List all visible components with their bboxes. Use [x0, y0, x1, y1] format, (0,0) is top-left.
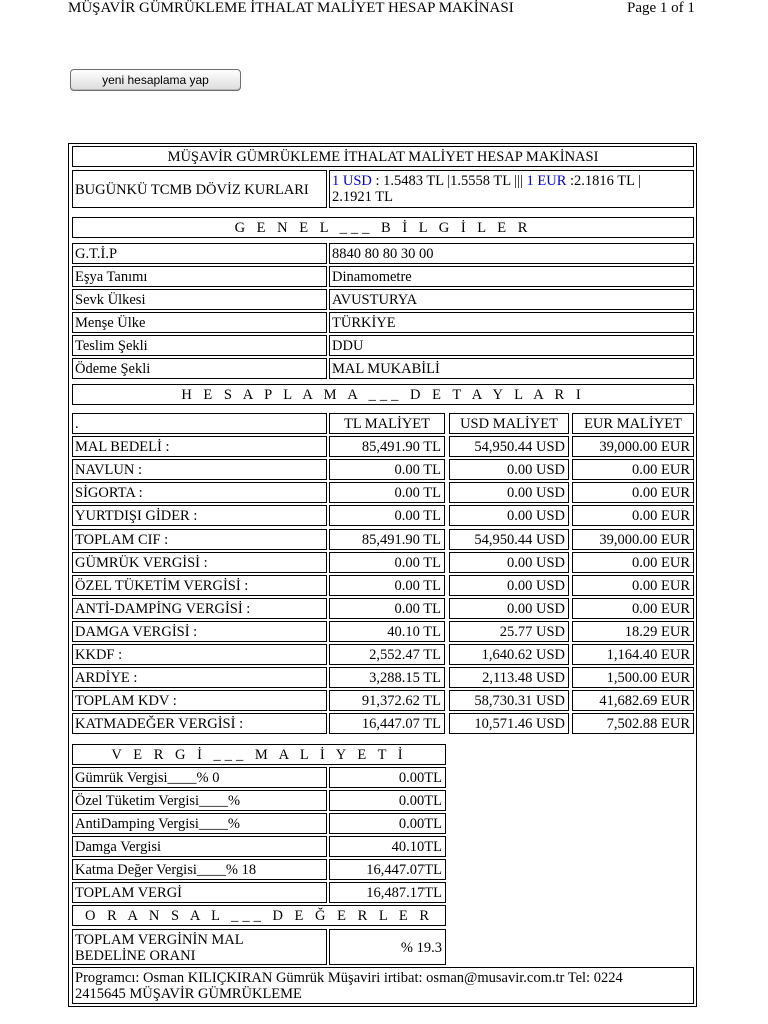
column-header: TL MALİYET	[329, 413, 445, 434]
tax-value: 16,487.17TL	[329, 882, 446, 903]
detail-eur-value: 41,682.69 EUR	[572, 690, 694, 711]
detail-usd-value: 2,113.48 USD	[449, 667, 569, 688]
ratio-label	[72, 929, 327, 965]
tax-cost-heading: V E R G İ ___ M A L İ Y E T İ	[72, 744, 446, 765]
general-label: Menşe Ülke	[72, 312, 327, 333]
detail-label: SİGORTA :	[72, 482, 327, 503]
detail-label: DAMGA VERGİSİ :	[72, 621, 327, 642]
detail-eur-value: 0.00 EUR	[572, 552, 694, 573]
detail-eur-value: 1,500.00 EUR	[572, 667, 694, 688]
column-header: USD MALİYET	[449, 413, 569, 434]
ratio-value: % 19.3	[329, 929, 446, 965]
detail-usd-value: 25.77 USD	[449, 621, 569, 642]
tax-label: Katma Değer Vergisi____% 18	[72, 859, 327, 880]
tax-value: 0.00TL	[329, 767, 446, 788]
detail-eur-value: 1,164.40 EUR	[572, 644, 694, 665]
detail-eur-value: 0.00 EUR	[572, 575, 694, 596]
detail-tl-value: 0.00 TL	[329, 575, 445, 596]
detail-eur-value: 7,502.88 EUR	[572, 713, 694, 734]
detail-usd-value: 0.00 USD	[449, 575, 569, 596]
detail-label: NAVLUN :	[72, 459, 327, 480]
detail-usd-value: 0.00 USD	[449, 482, 569, 503]
calculator-title: MÜŞAVİR GÜMRÜKLEME İTHALAT MALİYET HESAP MAKİNASI	[72, 146, 694, 167]
detail-label: YURTDIŞI GİDER :	[72, 505, 327, 526]
detail-tl-value: 91,372.62 TL	[329, 690, 445, 711]
detail-tl-value: 0.00 TL	[329, 482, 445, 503]
detail-tl-value: 16,447.07 TL	[329, 713, 445, 734]
detail-usd-value: 0.00 USD	[449, 598, 569, 619]
detail-label: KKDF :	[72, 644, 327, 665]
general-label: Ödeme Şekli	[72, 358, 327, 379]
details-heading: H E S A P L A M A ___ D E T A Y L A R I	[72, 384, 694, 405]
eur-rate-link[interactable]: 1 EUR	[526, 173, 567, 189]
usd-rate-link[interactable]: 1 USD	[332, 173, 372, 189]
eur-rates-line2: 2.1921 TL	[332, 189, 393, 205]
ratio-heading: O R A N S A L ___ D E Ğ E R L E R	[72, 905, 446, 926]
general-value: DDU	[329, 335, 694, 356]
detail-label: GÜMRÜK VERGİSİ :	[72, 552, 327, 573]
detail-usd-value: 54,950.44 USD	[449, 436, 569, 457]
detail-tl-value: 3,288.15 TL	[329, 667, 445, 688]
tax-value: 0.00TL	[329, 813, 446, 834]
general-label: Eşya Tanımı	[72, 266, 327, 287]
detail-usd-value: 0.00 USD	[449, 552, 569, 573]
tax-label: Gümrük Vergisi____% 0	[72, 767, 327, 788]
detail-eur-value: 39,000.00 EUR	[572, 529, 694, 550]
footer-credits	[72, 967, 694, 1004]
detail-label: ÖZEL TÜKETİM VERGİSİ :	[72, 575, 327, 596]
detail-usd-value: 58,730.31 USD	[449, 690, 569, 711]
detail-eur-value: 39,000.00 EUR	[572, 436, 694, 457]
column-header: EUR MALİYET	[572, 413, 694, 434]
general-value: MAL MUKABİLİ	[329, 358, 694, 379]
new-calculation-button[interactable]: yeni hesaplama yap	[70, 69, 241, 91]
detail-label: ARDİYE :	[72, 667, 327, 688]
eur-rates-line1: :2.1816 TL |	[566, 173, 641, 189]
print-header-title: MÜŞAVİR GÜMRÜKLEME İTHALAT MALİYET HESAP MAKİNASI	[68, 0, 514, 16]
footer-line2: 2415645 MÜŞAVİR GÜMRÜKLEME	[75, 986, 302, 1002]
exchange-rates-value	[329, 170, 694, 208]
detail-usd-value: 0.00 USD	[449, 459, 569, 480]
detail-eur-value: 0.00 EUR	[572, 598, 694, 619]
detail-eur-value: 0.00 EUR	[572, 482, 694, 503]
detail-tl-value: 85,491.90 TL	[329, 529, 445, 550]
tax-value: 0.00TL	[329, 790, 446, 811]
detail-usd-value: 54,950.44 USD	[449, 529, 569, 550]
general-info-heading: G E N E L ___ B İ L G İ L E R	[72, 217, 694, 238]
detail-label: TOPLAM KDV :	[72, 690, 327, 711]
detail-label: TOPLAM CIF :	[72, 529, 327, 550]
detail-tl-value: 85,491.90 TL	[329, 436, 445, 457]
general-label: G.T.İ.P	[72, 243, 327, 264]
exchange-rates-label: BUGÜNKÜ TCMB DÖVİZ KURLARI	[72, 170, 327, 208]
detail-tl-value: 0.00 TL	[329, 459, 445, 480]
tax-value: 40.10TL	[329, 836, 446, 857]
general-value: TÜRKİYE	[329, 312, 694, 333]
usd-rates: : 1.5483 TL |1.5558 TL |||	[371, 173, 527, 189]
detail-tl-value: 0.00 TL	[329, 552, 445, 573]
general-value: Dinamometre	[329, 266, 694, 287]
tax-label: Özel Tüketim Vergisi____%	[72, 790, 327, 811]
detail-eur-value: 18.29 EUR	[572, 621, 694, 642]
detail-tl-value: 0.00 TL	[329, 505, 445, 526]
tax-label: TOPLAM VERGİ	[72, 882, 327, 903]
footer-line1: Programcı: Osman KILIÇKIRAN Gümrük Müşaviri irtibat: osman@musavir.com.tr Tel: 0224	[75, 970, 623, 986]
detail-tl-value: 0.00 TL	[329, 598, 445, 619]
column-header: .	[72, 413, 327, 434]
tax-label: AntiDamping Vergisi____%	[72, 813, 327, 834]
detail-tl-value: 2,552.47 TL	[329, 644, 445, 665]
print-header	[0, 0, 768, 20]
ratio-label-line1: TOPLAM VERGİNİN MAL	[75, 932, 244, 948]
detail-label: MAL BEDELİ :	[72, 436, 327, 457]
general-label: Teslim Şekli	[72, 335, 327, 356]
detail-eur-value: 0.00 EUR	[572, 459, 694, 480]
tax-value: 16,447.07TL	[329, 859, 446, 880]
general-value: AVUSTURYA	[329, 289, 694, 310]
detail-usd-value: 1,640.62 USD	[449, 644, 569, 665]
tax-label: Damga Vergisi	[72, 836, 327, 857]
general-value: 8840 80 80 30 00	[329, 243, 694, 264]
detail-usd-value: 0.00 USD	[449, 505, 569, 526]
detail-usd-value: 10,571.46 USD	[449, 713, 569, 734]
detail-label: ANTİ-DAMPİNG VERGİSİ :	[72, 598, 327, 619]
detail-eur-value: 0.00 EUR	[572, 505, 694, 526]
page-number: Page 1 of 1	[627, 0, 695, 16]
general-label: Sevk Ülkesi	[72, 289, 327, 310]
detail-label: KATMADEĞER VERGİSİ :	[72, 713, 327, 734]
detail-tl-value: 40.10 TL	[329, 621, 445, 642]
ratio-label-line2: BEDELİNE ORANI	[75, 948, 196, 964]
